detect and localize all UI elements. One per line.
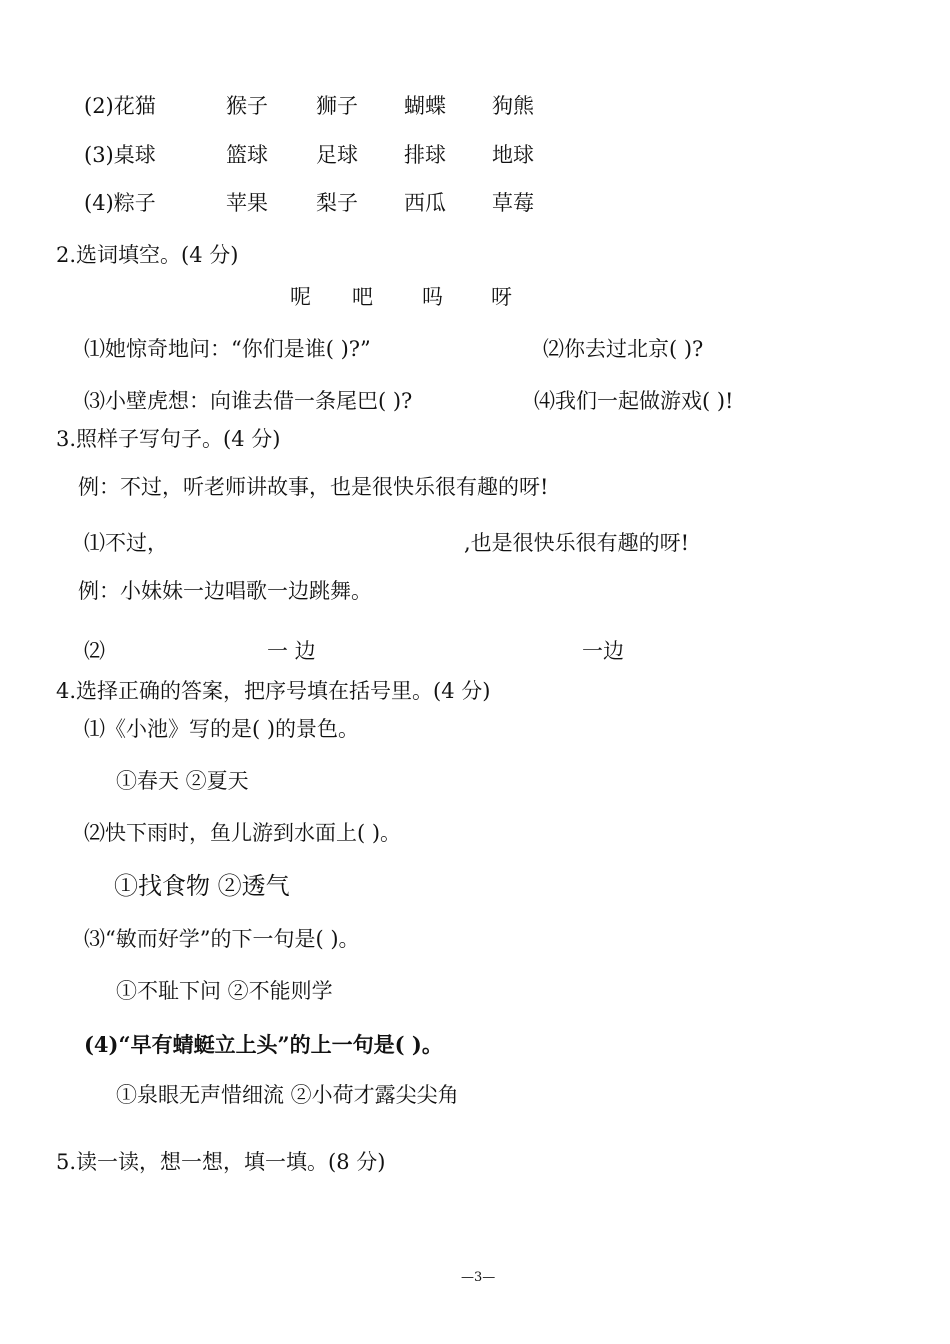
q3-title: 3.照样子写句子。(4 分) bbox=[56, 427, 281, 451]
q3-example-2: 例：小妹妹一边唱歌一边跳舞。 bbox=[78, 579, 372, 603]
q1-row-2-item-4: 蝴蝶 bbox=[404, 94, 446, 118]
q2-word-3: 吗 bbox=[422, 285, 443, 309]
q1-row-2-item-1: (2)花猫 bbox=[84, 94, 156, 118]
q1-row-4-item-1: (4)粽子 bbox=[84, 191, 156, 215]
q1-row-4-item-4: 西瓜 bbox=[404, 191, 446, 215]
q1-row-3-item-3: 足球 bbox=[316, 143, 358, 167]
q4-question-4: (4)“早有蜻蜓立上头”的上一句是( )。 bbox=[84, 1032, 443, 1057]
q3-item-2-middle: 一 边 bbox=[267, 639, 316, 663]
q1-row-3-item-1: (3)桌球 bbox=[84, 143, 156, 167]
q2-item-1: ⑴她惊奇地问：“你们是谁( )?” bbox=[84, 337, 371, 361]
q1-row-4-item-3: 梨子 bbox=[316, 191, 358, 215]
q1-row-4-item-5: 草莓 bbox=[492, 191, 534, 215]
q2-word-4: 呀 bbox=[491, 285, 512, 309]
q4-options-4: ①泉眼无声惜细流 ②小荷才露尖尖角 bbox=[116, 1083, 459, 1107]
q4-options-1: ①春天 ②夏天 bbox=[116, 769, 249, 793]
q4-question-1: ⑴《小池》写的是( )的景色。 bbox=[84, 717, 360, 741]
q4-options-2: ①找食物 ②透气 bbox=[114, 872, 290, 900]
q4-title: 4.选择正确的答案，把序号填在括号里。(4 分) bbox=[56, 679, 491, 703]
q4-question-3: ⑶“敏而好学”的下一句是( )。 bbox=[84, 927, 360, 951]
q2-item-3: ⑶小壁虎想：向谁去借一条尾巴( )? bbox=[84, 389, 413, 413]
q1-row-3-item-2: 篮球 bbox=[226, 143, 268, 167]
q1-row-4-item-2: 苹果 bbox=[226, 191, 268, 215]
q3-item-1-end: ,也是很快乐很有趣的呀! bbox=[464, 531, 690, 555]
page-number: —3— bbox=[461, 1270, 496, 1285]
q2-word-2: 吧 bbox=[352, 285, 373, 309]
q1-row-3-item-4: 排球 bbox=[404, 143, 446, 167]
q4-question-2: ⑵快下雨时，鱼儿游到水面上( )。 bbox=[84, 821, 402, 845]
q1-row-2-item-5: 狗熊 bbox=[492, 94, 534, 118]
q2-item-2: ⑵你去过北京( )? bbox=[543, 337, 704, 361]
q3-item-2-number: ⑵ bbox=[84, 639, 105, 663]
q2-item-4: ⑷我们一起做游戏( )! bbox=[534, 389, 734, 413]
q2-word-1: 呢 bbox=[290, 285, 311, 309]
q1-row-3-item-5: 地球 bbox=[492, 143, 534, 167]
q3-item-2-end: 一边 bbox=[582, 639, 624, 663]
q3-example-1: 例：不过，听老师讲故事，也是很快乐很有趣的呀! bbox=[78, 475, 549, 499]
q2-title: 2.选词填空。(4 分) bbox=[56, 243, 239, 267]
q1-row-2-item-3: 狮子 bbox=[316, 94, 358, 118]
q5-title: 5.读一读，想一想，填一填。(8 分) bbox=[56, 1150, 386, 1174]
q4-options-3: ①不耻下问 ②不能则学 bbox=[116, 979, 333, 1003]
q1-row-2-item-2: 猴子 bbox=[226, 94, 268, 118]
q3-item-1-start: ⑴不过， bbox=[84, 531, 168, 555]
